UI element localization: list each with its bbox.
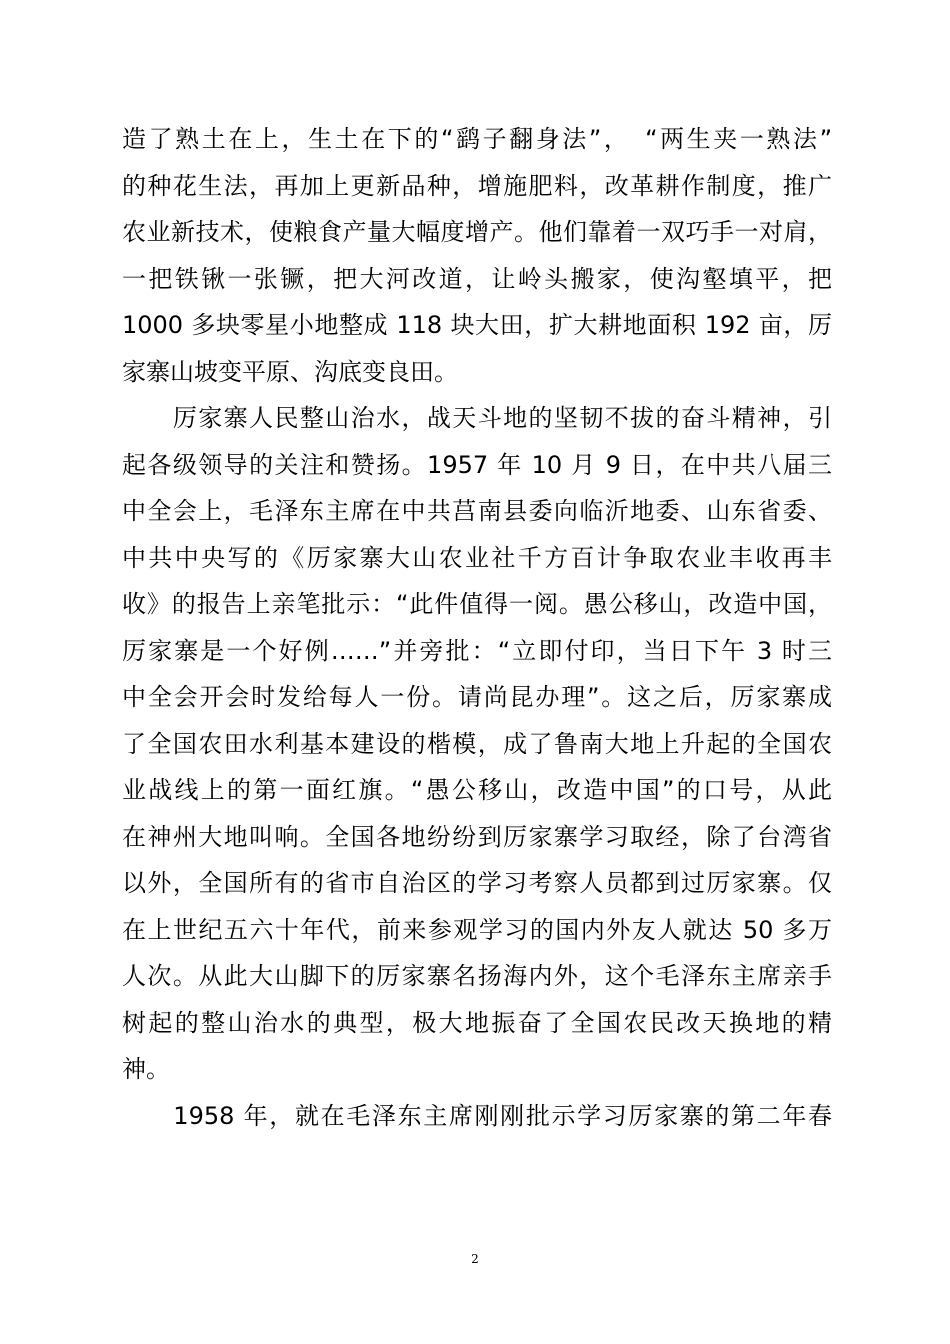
text-line: 起各级领导的关注和赞扬。1957 年 10 月 9 日，在中共八届三	[122, 450, 832, 479]
text-line: 中全会上，毛泽东主席在中共莒南县委向临沂地委、山东省委、	[122, 497, 832, 525]
text-line: 以外，全国所有的省市自治区的学习考察人员都到过厉家寨。仅	[122, 869, 832, 897]
text-line: 人次。从此大山脚下的厉家寨名扬海内外，这个毛泽东主席亲手	[122, 962, 832, 990]
text-line: 中共中央写的《厉家寨大山农业社千方百计争取农业丰收再丰	[122, 543, 832, 572]
text-line: 家寨山坡变平原、沟底变良田。	[122, 357, 458, 386]
text-line: 神。	[122, 1055, 170, 1083]
text-line: 收》的报告上亲笔批示：“此件值得一阅。愚公移山，改造中国，	[122, 590, 832, 618]
text-line: 中全会开会时发给每人一份。请尚昆办理”。这之后，厉家寨成	[122, 683, 832, 711]
text-line: 农业新技术，使粮食产量大幅度增产。他们靠着一双巧手一对肩，	[122, 218, 832, 246]
text-line: 在神州大地叫响。全国各地纷纷到厉家寨学习取经，除了台湾省	[122, 822, 832, 851]
text-line: 1000 多块零星小地整成 118 块大田，扩大耕地面积 192 亩，厉	[122, 311, 832, 339]
text-line: 业战线上的第一面红旗。“愚公移山，改造中国”的口号，从此	[122, 776, 832, 804]
text-line: 一把铁锹一张镢，把大河改道，让岭头搬家，使沟壑填平，把	[122, 264, 832, 293]
text-line: 在上世纪五六十年代，前来参观学习的国内外友人就达 50 多万	[122, 915, 832, 944]
text-line: 造了熟土在上，生土在下的“鹞子翻身法”， “两生夹一熟法”	[122, 125, 832, 153]
text-line: 厉家寨人民整山治水，战天斗地的坚韧不拔的奋斗精神，引	[122, 404, 832, 432]
body-text	[122, 116, 832, 1139]
page-number: 2	[471, 1252, 479, 1266]
text-line: 树起的整山治水的典型，极大地振奋了全国农民改天换地的精	[122, 1008, 832, 1037]
text-line: 1958 年，就在毛泽东主席刚刚批示学习厉家寨的第二年春	[122, 1101, 832, 1130]
text-line: 厉家寨是一个好例……”并旁批：“立即付印，当日下午 3 时三	[122, 636, 832, 665]
text-line: 的种花生法，再加上更新品种，增施肥料，改革耕作制度，推广	[122, 171, 832, 200]
text-line: 了全国农田水利基本建设的楷模，成了鲁南大地上升起的全国农	[122, 729, 832, 758]
